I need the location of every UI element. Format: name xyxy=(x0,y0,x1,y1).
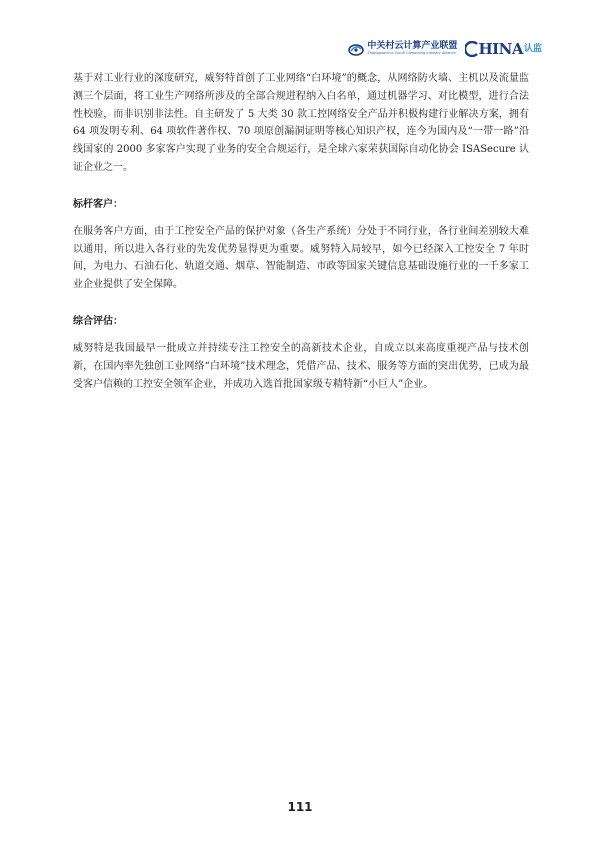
section-title-overall-assessment: 综合评估： xyxy=(73,315,123,327)
page-number: 111 xyxy=(287,800,313,814)
china-cert-logo xyxy=(465,40,542,58)
overall-assessment-paragraph: 威努特是我国最早一批成立并持续专注工控安全的高新技术企业，自成立以来高度重视产品与技术创新，在国内率先独创工业网络“白环境”技术理念，凭借产品、技术、服务等方面的突出优势，已成为最受客户信赖的工控安全领军企业，并成功入选首批国家级专精特新“小巨人”企业。 xyxy=(73,342,529,390)
logo-left-sub-text: Zhongguancun Cloud Computing Industry Alliance xyxy=(367,51,456,56)
page-content xyxy=(73,70,529,393)
header-logos xyxy=(348,40,542,58)
cloud-alliance-emblem-icon xyxy=(348,42,364,56)
logo-right-text: HINA xyxy=(478,40,523,58)
section-title-benchmark-customers: 标杆客户： xyxy=(73,198,123,210)
zgc-cloud-alliance-logo xyxy=(348,42,457,56)
china-c-arc-icon xyxy=(465,41,478,57)
logo-left-main-text: 中关村云计算产业联盟 xyxy=(367,41,458,52)
logo-right-cn-text: 认监 xyxy=(523,43,542,54)
benchmark-customers-paragraph: 在服务客户方面，由于工控安全产品的保护对象（各生产系统）分处于不同行业，各行业间差别较大难以通用，所以进入各行业的先发优势显得更为重要。威努特入局较早，如今已经深入工控安全 7 年时间，为电力、石油石化、轨道交通、烟草、智能制造、市政等国家关键信息基础设施行业的一千多家工业企业提供了安全保障。 xyxy=(73,225,529,291)
intro-paragraph: 基于对工业行业的深度研究，威努特首创了工业网络“白环境”的概念，从网络防火墙、主机以及流量监测三个层面，将工业生产网络所涉及的全部合规进程纳入白名单，通过机器学习、对比模型，进行合法性校验，而非识别非法性。自主研发了 5 大类 30 款工控网络安全产品并积极构建行业解决方案，拥有 64 项发明专利、64 项软件著作权、70 项原创漏洞证明等核心知识产权，连今为国内及“一带一路”沿线国家的 2000 多家客户实现了业务的安全合规运行，是全球六家荣获国际自动化协会 ISASecure 认证企业之一。 xyxy=(73,73,529,173)
